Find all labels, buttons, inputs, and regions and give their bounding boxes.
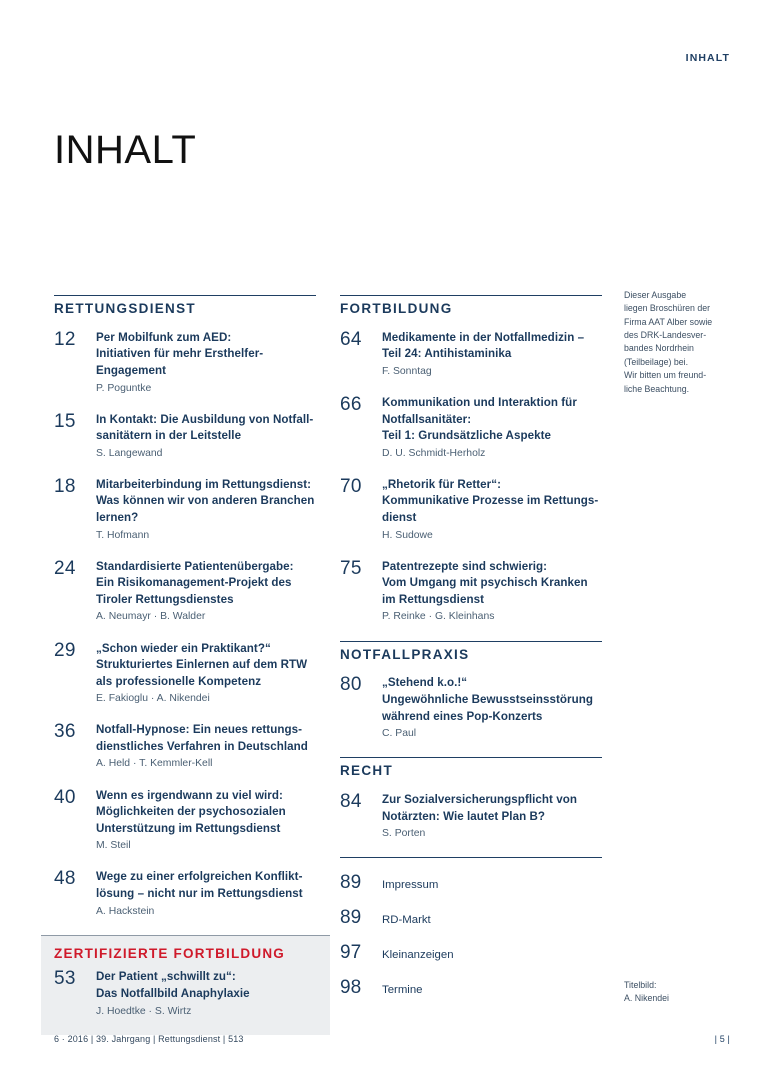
toc-entry-body — [96, 641, 316, 707]
toc-entry-authors: T. Hofmann — [96, 529, 150, 541]
certified-training-heading: ZERTIFIZIERTE FORTBILDUNG — [54, 945, 285, 961]
toc-entry-authors: H. Sudowe — [382, 529, 433, 541]
toc-entry-body — [382, 330, 602, 379]
toc-entry-page-number: 15 — [54, 410, 76, 432]
toc-entry[interactable] — [54, 969, 316, 1018]
toc-entry-body — [382, 477, 602, 543]
section-heading: NOTFALLPRAXIS — [340, 646, 470, 662]
toc-entry-title: Wenn es irgendwann zu viel wird: Möglichkeiten der psychosozialen Unterstützung im Rettungsdienst — [96, 788, 286, 835]
toc-entry[interactable] — [54, 869, 316, 918]
toc-entry-page-number: 80 — [340, 674, 362, 696]
issue-insert-note-line: des DRK-Landesver- — [624, 330, 707, 341]
toc-entry-title: Der Patient „schwillt zu“: Das Notfallbild Anaphylaxie — [96, 970, 250, 1001]
index-list — [340, 857, 602, 999]
toc-entry-page-number: 12 — [54, 328, 76, 350]
running-head: INHALT — [685, 52, 730, 64]
toc-entry-title: Zur Sozialversicherungspflicht von Notärzten: Wie lautet Plan B? — [382, 793, 577, 823]
toc-entry-page-number: 84 — [340, 791, 362, 813]
toc-entry-page-number: 70 — [340, 475, 362, 497]
toc-entry-body — [382, 792, 602, 841]
toc-entry-body — [382, 559, 602, 625]
toc-entry-body — [96, 330, 316, 396]
toc-entry[interactable] — [54, 559, 316, 625]
toc-section — [54, 295, 316, 919]
toc-entry-title: Patentrezepte sind schwierig: Vom Umgang mit psychisch Kranken im Rettungsdienst — [382, 559, 588, 606]
toc-entry[interactable] — [54, 412, 316, 461]
toc-entry-body — [96, 412, 316, 461]
toc-entry-page-number: 36 — [54, 721, 76, 743]
index-divider — [340, 857, 602, 858]
page-title: INHALT — [54, 127, 197, 172]
index-entry-page-number: 89 — [340, 907, 362, 929]
issue-insert-note-line: (Teilbeilage) bei. — [624, 356, 689, 367]
toc-entry[interactable] — [54, 477, 316, 543]
section-divider — [54, 295, 316, 296]
issue-insert-note-line: bandes Nordrhein — [624, 343, 694, 354]
footer-page-number: | 5 | — [714, 1034, 730, 1044]
issue-insert-note-line: Wir bitten um freund- — [624, 370, 707, 381]
section-heading: RECHT — [340, 763, 393, 779]
toc-entry-authors: C. Paul — [382, 728, 417, 740]
cover-credit-label: Titelbild: — [624, 980, 657, 990]
issue-insert-note-line: liegen Broschüren der — [624, 303, 711, 314]
toc-entry-authors: P. Poguntke — [96, 382, 152, 394]
index-entry[interactable] — [340, 907, 602, 929]
toc-entry-body — [96, 788, 316, 854]
toc-entry-title: In Kontakt: Die Ausbildung von Notfall- sanitätern in der Leitstelle — [96, 412, 314, 443]
index-entry[interactable] — [340, 977, 602, 999]
section-heading: FORTBILDUNG — [340, 301, 453, 316]
index-entry-page-number: 89 — [340, 872, 362, 894]
toc-entry[interactable] — [54, 788, 316, 854]
left-sections-container — [54, 295, 316, 919]
index-entry[interactable] — [340, 872, 602, 894]
index-entry-page-number: 97 — [340, 942, 362, 964]
toc-entry-authors: S. Langewand — [96, 447, 163, 459]
index-entry-page-number: 98 — [340, 977, 362, 999]
toc-entry[interactable] — [340, 792, 602, 841]
toc-entry-authors: A. Neumayr · B. Walder — [96, 611, 206, 623]
toc-entry-page-number: 24 — [54, 557, 76, 579]
toc-entry[interactable] — [340, 477, 602, 543]
toc-entry-page-number: 29 — [54, 639, 76, 661]
footer-issue-info: 6 · 2016 | 39. Jahrgang | Rettungsdienst | 513 — [54, 1034, 244, 1044]
toc-entry-page-number: 48 — [54, 868, 76, 890]
toc-entry-body — [96, 869, 316, 918]
toc-entry[interactable] — [340, 395, 602, 461]
section-divider — [340, 295, 602, 296]
toc-entry[interactable] — [54, 641, 316, 707]
toc-entry-page-number: 53 — [54, 968, 76, 990]
toc-entry-authors: A. Hackstein — [96, 905, 155, 917]
issue-insert-note-line: Firma AAT Alber sowie — [624, 316, 713, 327]
toc-entry-body — [382, 675, 602, 741]
toc-entry-title: Medikamente in der Notfallmedizin – Teil 24: Antihistaminika — [382, 330, 585, 361]
toc-entry-body — [96, 559, 316, 625]
toc-entry-title: Mitarbeiterbindung im Rettungsdienst: Was können wir von anderen Branchen lernen? — [96, 477, 315, 525]
toc-entry[interactable] — [54, 722, 316, 771]
issue-insert-note-line: Dieser Ausgabe — [624, 290, 687, 300]
cover-credit — [624, 979, 669, 1006]
toc-section — [340, 295, 602, 625]
toc-entry-page-number: 40 — [54, 786, 76, 808]
index-entry-label: RD-Markt — [382, 914, 431, 927]
toc-entry-title: Wege zu einer erfolgreichen Konflikt- lösung – nicht nur im Rettungsdienst — [96, 870, 303, 900]
toc-entry-authors: S. Porten — [382, 828, 426, 840]
cover-credit-value: A. Nikendei — [624, 993, 669, 1004]
toc-entry-title: Notfall-Hypnose: Ein neues rettungs- dienstliches Verfahren in Deutschland — [96, 723, 308, 753]
toc-entry-title: Kommunikation und Interaktion für Notfallsanitäter: Teil 1: Grundsätzliche Aspekte — [382, 396, 577, 443]
issue-insert-note — [624, 289, 732, 396]
section-divider — [340, 757, 602, 758]
toc-entry-authors: D. U. Schmidt-Herholz — [382, 447, 486, 459]
toc-entry-title: Standardisierte Patientenübergabe: Ein Risikomanagement-Projekt des Tiroler Rettungsdienstes — [96, 559, 294, 606]
toc-entry-authors: E. Fakioglu · A. Nikendei — [96, 693, 210, 705]
left-column — [54, 295, 316, 1035]
issue-insert-note-line: liche Beachtung. — [624, 383, 690, 394]
toc-entry-body — [96, 969, 316, 1018]
page-footer — [54, 1034, 730, 1044]
toc-entry[interactable] — [340, 675, 602, 741]
toc-entry-title: „Stehend k.o.!“ Ungewöhnliche Bewusstseinsstörung während eines Pop-Konzerts — [382, 676, 594, 723]
toc-entry-authors: J. Hoedtke · S. Wirtz — [96, 1005, 192, 1017]
index-entry[interactable] — [340, 942, 602, 964]
toc-entry-page-number: 18 — [54, 475, 76, 497]
section-heading: RETTUNGSDIENST — [54, 301, 196, 316]
section-divider — [340, 641, 602, 642]
right-sections-container — [340, 295, 602, 841]
right-column — [340, 295, 602, 1012]
toc-entry-body — [96, 722, 316, 771]
toc-entry-title: „Schon wieder ein Praktikant?“ Strukturiertes Einlernen auf dem RTW als professionelle Kompetenz — [96, 641, 308, 688]
toc-entry-page-number: 66 — [340, 394, 362, 416]
toc-entry[interactable] — [340, 559, 602, 625]
index-entry-label: Impressum — [382, 879, 439, 892]
toc-entry[interactable] — [340, 330, 602, 379]
toc-entry[interactable] — [54, 330, 316, 396]
toc-entry-title: Per Mobilfunk zum AED: Initiativen für mehr Ersthelfer- Engagement — [96, 330, 264, 377]
toc-entry-body — [96, 477, 316, 543]
index-entry-label: Kleinanzeigen — [382, 949, 454, 962]
certified-training-block — [41, 935, 330, 1035]
toc-section — [340, 641, 602, 742]
toc-entry-page-number: 75 — [340, 557, 362, 579]
toc-entry-body — [382, 395, 602, 461]
index-entry-label: Termine — [382, 984, 423, 997]
toc-entry-page-number: 64 — [340, 328, 362, 350]
toc-entry-authors: P. Reinke · G. Kleinhans — [382, 611, 495, 623]
toc-entry-title: „Rhetorik für Retter“: Kommunikative Prozesse im Rettungs- dienst — [382, 477, 599, 525]
toc-entry-authors: F. Sonntag — [382, 366, 432, 377]
toc-entry-authors: A. Held · T. Kemmler-Kell — [96, 758, 213, 770]
toc-entry-authors: M. Steil — [96, 840, 131, 852]
toc-section — [340, 757, 602, 841]
